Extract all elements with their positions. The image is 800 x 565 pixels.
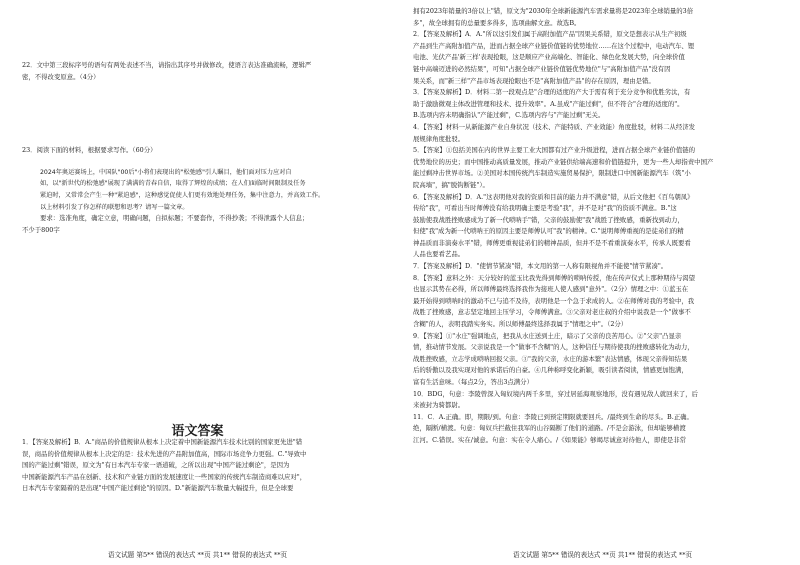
answer-line: 但使"我"成为新一代唢呐王的原因主要是师傅认可"我"的精神。C."说明师傅重视的是徒弟们的精 — [413, 227, 684, 236]
answer-line: 10．BDG，句意：李陵曾深入匈奴境内两千多里，穿过居延海观察地形，没有遇见敌人就回来了，后 — [413, 389, 699, 398]
answer-1 — [22, 437, 385, 495]
requirement-line: 不少于800字 — [22, 225, 60, 234]
answer-line: 11．C．A.正确。即，期限/到。句意：李陵已到预定期限就要回兵。/最终到生命的尽头。B.正确。 — [413, 412, 693, 421]
question-22-line: 密，不得改变原意。（4分） — [22, 72, 100, 81]
answer-line: 电池、光伏产品'新三样'表现抢眼，这是顺应产业高端化、智能化、绿色化发展大势，向全球价值 — [413, 53, 685, 62]
answer-line: 果关系，而"新三样"产品市场表现抢眼也不是"高附加值产品"的存在原因，理由是错。 — [413, 76, 655, 85]
answer-line: 含糊"的人，表明我踏实务实。所以师傅最终选择我属于"情理之中"。（2分） — [413, 320, 628, 329]
answer-line: 优势地位的历史；而中国推动高质量发展，推动产业链供给端高速和价值链提升，更为一些人却指责中国产 — [413, 157, 714, 166]
answer-line: 传给"我"，可看出当时师傅没有给我明确主要是考验"我"，并不是对"我"的资质不满意。B."这 — [413, 204, 677, 213]
question-22-line: 22．文中第三段标序号的语句有两处表述不当，请指出其序号并做修改，使语言表达准确流畅，逻辑严 — [22, 61, 312, 69]
answer-line: 产品到生产高附加值产品，进而占据全球产业链价值链的优势地位……在这个过程中，电动汽车、锂 — [413, 41, 695, 50]
answer-line: 中国新能源汽车产品在创新、技术和产业链方面的发展速度让一些国家的传统汽车制造商难以应对"， — [22, 472, 307, 481]
answer-line: 院高墙"，搞"脱钩断链"）。 — [413, 180, 489, 189]
requirement-line: 要求：选准角度，确定立意，明确问题，自拟标题；不要套作，不得抄袭；不得泄露个人信息； — [40, 214, 309, 223]
answer-line: 1．【答案及解析】B．A."商品的价值规律从根本上决定着中国新能源汽车技术比别的国家更先进"错 — [22, 438, 303, 446]
answer-title: 语文答案 — [171, 424, 224, 439]
answer-line: 绝，隔断/横渡。句意：匈奴兵拦截住我军的山谷隔断了他们的道路。/不是会游泳，但却能够横渡 — [413, 424, 686, 433]
answer-line: 误，商品的价值规律从根本上决定的是：技术先进的产品附加值高，国际市场竞争力更强。C."导致中 — [22, 449, 307, 458]
answer-line: 能过剩冲击世界市场。②美国对本国传统汽车制造实施贸易保护，限制进口中国新能源汽车（筑"小 — [413, 169, 691, 178]
question-23 — [22, 145, 385, 236]
answer-line: 3．【答案及解析】D．材料二第一段观点是"合理的适度的产大于需有利于充分竞争和优胜劣汰，有 — [413, 88, 691, 97]
answer-line: 鼓励使我战胜挫败感成为了新一代唢呐手"错，父亲的鼓励使"我"战胜了挫败感，重新找到动力， — [413, 215, 684, 224]
answer-line: 8．【答案】意料之外：天分较好的蓝玉比我先得到师傅的唢呐传授，他在传声仪式上那种期待与渴望 — [413, 273, 696, 282]
answer-line: 最开始得到唢呐时的激动不已与追不及待，表明他是一个急于求成的人。②在师傅对我的考验中，我 — [413, 296, 695, 305]
material-line: 紧迫时，又常常会产生一种"紧迫感"，这种感觉促使人们更有效地处理任务，集中注意力，并高效工作。 — [40, 191, 325, 199]
page-footer-left: 语文试题 第5** 错误的表达式 **页 共1** 错误的表达式 **页 — [107, 551, 288, 559]
page-footer-right: 语文试题 第5** 错误的表达式 **页 共1** 错误的表达式 **页 — [512, 551, 693, 559]
question-22 — [22, 60, 385, 83]
answer-line: B.选项内容未明确指认"产能过剩"，C.选项内容与"产能过剩"无关。 — [413, 111, 605, 120]
answer-line: 6．【答案及解析】D．A."这表明他对我的资质和目前的能力并不满意"错，从后文他把《百鸟朝凤》 — [413, 192, 694, 201]
answer-line: 富有生活意味。（每点2分，答出3点满分） — [413, 378, 533, 386]
answer-line: 战胜挫败感，立志学成唢呐回报父亲。③"我的父亲，水庄的游本繁"表达情感，体现父亲得知结果 — [413, 354, 688, 363]
answer-line: 7．【答案及解析】D．"使情节紧凑"错，本文用的第一人称有限视角并不能使"情节紧凑"。 — [413, 262, 668, 271]
answer-line: 战胜了挫败感，意志坚定地回主压学习，令师傅满意。③父亲对老庄叔的介绍中说我是一个"做事不 — [413, 308, 691, 317]
answer-line: 也显示其势在必得，所以师傅最终选择我作为接班人使人感到"意外"。（2分）情理之中：①蓝玉在 — [413, 285, 689, 294]
writing-requirements — [22, 213, 385, 236]
material-line: 如，以"新世代的松弛感"展现了满满的青春自信，取得了辉煌的成绩；在人们面临时间限制及任务 — [40, 180, 306, 188]
answer-line: 日本汽车专家隔着的是出现"中国产能过剩论"的原因。D."新能源汽车数量大幅提升，但是全球要 — [22, 484, 294, 493]
right-column — [405, 0, 800, 565]
answer-line: 5．【答案】①包括美国在内的世界主要工业大国都有过产业升级进程，进而占据全球产业链价值链的 — [413, 146, 696, 155]
material-line: 2024年奥运赛场上，中国队"00后"小将们表现出的"松弛感"引人瞩目，他们面对压力应对自 — [40, 168, 292, 176]
answer-line: 人品也要看艺品。 — [413, 250, 465, 259]
answer-line: 展规律角度批驳。 — [413, 134, 465, 143]
answer-line: 神品质而非演奏水平"错，师傅更重视徒弟们的精神品质，但并不是不看重演奏水平，传承人既要看 — [413, 238, 691, 247]
answer-line: 助于激励微观主体改进管理和技术、提升效率"。A.虽成"产能过剩"，但不符合"合理的适度的"。 — [413, 99, 684, 108]
answer-line: 链中高端迈进的必然结果"，可知"占据全球产业链价值链优势地位"与"高附加值产品"没有因 — [413, 64, 671, 73]
answer-line: 后的骄傲以及我实现对他的承诺后的自豪。④几种称呼变化新颖，吸引读者阅读，情感更加饱满， — [413, 366, 688, 375]
question-23-title: 23．阅读下面的材料，根据要求写作。（60分） — [22, 146, 157, 155]
answer-line: 2．【答案及解析】A．A."所以这引发们属于高附加值产品"因果关系错，原文是想表示从生产初级 — [413, 30, 687, 39]
answer-line: 国的产能过剩"错误，原文为"有日本汽车专家一语道破，之所以出现"中国产能过剩论"，是因为 — [22, 461, 290, 470]
answer-line: 情，推动情节发展。父亲说我是一个"做事不含糊"的人，这种信任与期待使我的挫败感转化为动力， — [413, 343, 694, 352]
answer-line: 多"，故全球拥有的总量要多得多，选项曲解文意。故选B。 — [413, 18, 581, 27]
answer-line: 4．【答案】材料一从新能源产业自身状况（技术、产能特质、产业效能）角度批驳，材料二从经济发 — [413, 122, 696, 131]
answer-line: 拥有2023年销量的3倍以上"错，原文为"2030年全球新能源汽车需求量将是2023年全球销量的3倍 — [413, 7, 694, 15]
writing-material — [22, 167, 385, 213]
answer-line: 江河。C.错误。实在/诚意。句意：实在令人痛心。/《如果能》够竭尽诚意对待他人，即使是非常 — [413, 435, 687, 444]
material-line: 以上材料引发了你怎样的联想和思考？请写一篇文章。 — [40, 203, 189, 211]
left-column — [0, 0, 395, 565]
answer-line: 来被封为骑都尉。 — [413, 401, 465, 410]
answer-list — [413, 6, 792, 447]
answer-line: 9．【答案】①"水庄"强调地点，把我从水庄送到土庄，暗示了父亲的良苦用心。②"父亲"凸显亲 — [413, 331, 682, 340]
